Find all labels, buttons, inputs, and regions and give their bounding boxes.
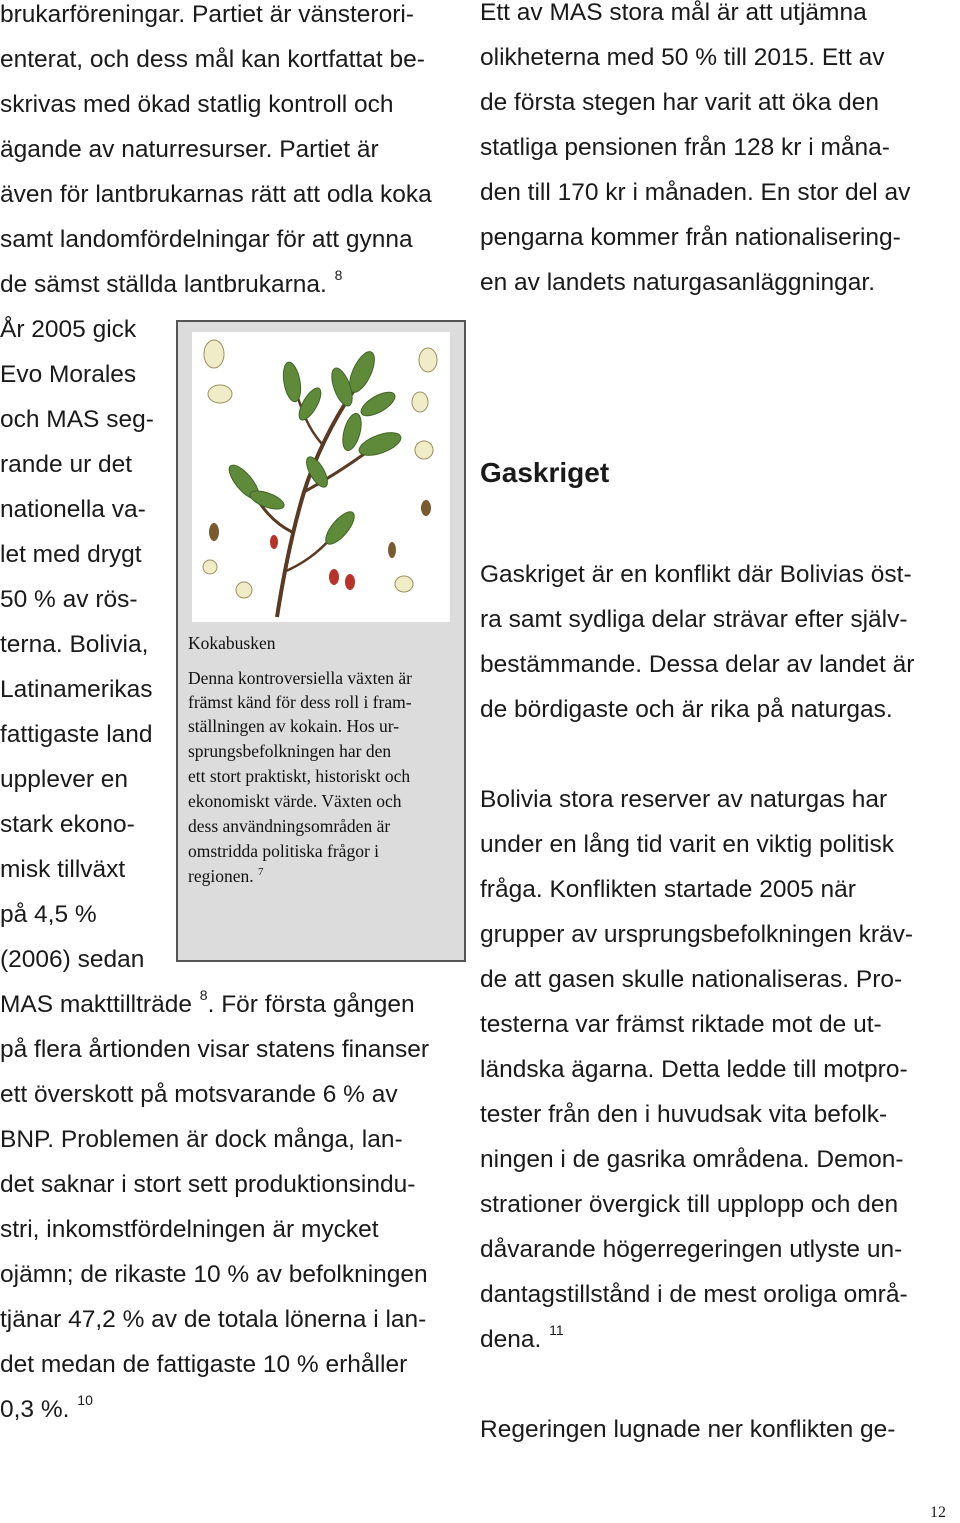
narrow-line: fattigaste land: [0, 721, 153, 748]
left-paragraph-line: ett överskott på motsvarande 6 % av: [0, 1081, 398, 1108]
right-paragraph-line: Regeringen lugnade ner konflikten ge-: [480, 1416, 896, 1443]
coca-plant-icon: [192, 332, 450, 622]
left-paragraph-line: tjänar 47,2 % av de totala lönerna i lan-: [0, 1306, 427, 1333]
caption-line: [188, 865, 263, 890]
footnote-ref: 8: [334, 267, 343, 283]
footnote-ref: 10: [77, 1392, 93, 1408]
right-paragraph-line: grupper av ursprungsbefolkningen kräv-: [480, 921, 914, 948]
narrow-line: terna. Bolivia,: [0, 631, 149, 658]
left-paragraph-line: [0, 987, 415, 1022]
narrow-line: och MAS seg-: [0, 406, 154, 433]
narrow-line: (2006) sedan: [0, 946, 145, 973]
left-paragraph-line: [0, 267, 343, 302]
line-text: 0,3 %.: [0, 1396, 70, 1423]
right-paragraph-line: den till 170 kr i månaden. En stor del av: [480, 179, 911, 206]
right-paragraph-line: bestämmande. Dessa delar av landet är: [480, 651, 915, 678]
right-paragraph-line: Ett av MAS stora mål är att utjämna: [480, 0, 867, 26]
left-paragraph-line: stri, inkomstfördelningen är mycket: [0, 1216, 379, 1243]
right-paragraph-line: de bördigaste och är rika på naturgas.: [480, 696, 893, 723]
right-paragraph-line: de att gasen skulle nationaliseras. Pro-: [480, 966, 903, 993]
narrow-line: misk tillväxt: [0, 856, 126, 883]
left-paragraph-line: det medan de fattigaste 10 % erhåller: [0, 1351, 408, 1378]
caption-line: ett stort praktiskt, historiskt och: [188, 766, 411, 786]
right-paragraph-line: [480, 1322, 564, 1357]
caption-line: Denna kontroversiella växten är: [188, 668, 413, 688]
section-heading: Gaskriget: [480, 457, 610, 488]
line-text: . För första gången: [207, 991, 415, 1018]
narrow-line: Evo Morales: [0, 361, 137, 388]
narrow-line: 50 % av rös-: [0, 586, 138, 613]
right-paragraph-line: ningen i de gasrika områdena. Demon-: [480, 1146, 904, 1173]
right-paragraph-line: under en lång tid varit en viktig politisk: [480, 831, 894, 858]
narrow-line: År 2005 gick: [0, 316, 137, 343]
narrow-line: nationella va-: [0, 496, 146, 523]
right-paragraph-line: en av landets naturgasanläggningar.: [480, 269, 876, 296]
left-paragraph-line: BNP. Problemen är dock många, lan-: [0, 1126, 403, 1153]
right-paragraph-line: de första stegen har varit att öka den: [480, 89, 880, 116]
footnote-ref: 7: [257, 866, 264, 878]
right-paragraph-line: ra samt sydliga delar strävar efter själv-: [480, 606, 908, 633]
line-text: MAS makttillträde: [0, 991, 192, 1018]
footnote-ref: 11: [549, 1322, 564, 1338]
left-paragraph-line: [0, 1392, 93, 1427]
right-paragraph-line: olikheterna med 50 % till 2015. Ett av: [480, 44, 885, 71]
right-paragraph-line: dantagstillstånd i de mest oroliga områ-: [480, 1281, 908, 1308]
right-paragraph-line: testerna var främst riktade mot de ut-: [480, 1011, 882, 1038]
line-text: dena.: [480, 1326, 542, 1353]
footnote-ref: 8: [199, 987, 208, 1003]
figure-title: Kokabusken: [188, 633, 276, 653]
right-paragraph-line: Bolivia stora reserver av naturgas har: [480, 786, 888, 813]
left-paragraph-line: på flera årtionden visar statens finanser: [0, 1036, 429, 1063]
page-number: 12: [930, 1504, 946, 1521]
right-paragraph-line: dåvarande högerregeringen utlyste un-: [480, 1236, 903, 1263]
left-paragraph-line: brukarföreningar. Partiet är vänsterori-: [0, 1, 414, 28]
left-paragraph-line: samt landomfördelningar för att gynna: [0, 226, 413, 253]
caption-line: omstridda politiska frågor i: [188, 841, 380, 861]
narrow-line: stark ekono-: [0, 811, 135, 838]
left-paragraph-line: det saknar i stort sett produktionsindu-: [0, 1171, 416, 1198]
right-paragraph-line: ländska ägarna. Detta ledde till motpro-: [480, 1056, 908, 1083]
right-paragraph-line: strationer övergick till upplopp och den: [480, 1191, 899, 1218]
figure-box: [176, 320, 466, 962]
caption-line: dess användningsområden är: [188, 816, 391, 836]
line-text: de sämst ställda lantbrukarna.: [0, 271, 327, 298]
coca-plant-illustration: [192, 332, 450, 622]
narrow-line: på 4,5 %: [0, 901, 97, 928]
right-paragraph-line: tester från den i huvudsak vita befolk-: [480, 1101, 888, 1128]
narrow-line: rande ur det: [0, 451, 133, 478]
narrow-line: upplever en: [0, 766, 129, 793]
caption-text: regionen.: [188, 866, 254, 886]
narrow-line: Latinamerikas: [0, 676, 153, 703]
left-paragraph-line: även för lantbrukarnas rätt att odla koka: [0, 181, 432, 208]
right-paragraph-line: pengarna kommer från nationalisering-: [480, 224, 901, 251]
right-paragraph-line: Gaskriget är en konflikt där Bolivias öst-: [480, 561, 912, 588]
caption-line: sprungsbefolkningen har den: [188, 741, 392, 761]
caption-line: ekonomiskt värde. Växten och: [188, 791, 402, 811]
narrow-line: let med drygt: [0, 541, 142, 568]
right-paragraph-line: statliga pensionen från 128 kr i måna-: [480, 134, 890, 161]
right-paragraph-line: fråga. Konflikten startade 2005 när: [480, 876, 856, 903]
caption-line: ställningen av kokain. Hos ur-: [188, 716, 400, 736]
left-paragraph-line: ojämn; de rikaste 10 % av befolkningen: [0, 1261, 428, 1288]
left-paragraph-line: ägande av naturresurser. Partiet är: [0, 136, 379, 163]
left-paragraph-line: enterat, och dess mål kan kortfattat be-: [0, 46, 425, 73]
left-paragraph-line: skrivas med ökad statlig kontroll och: [0, 91, 394, 118]
caption-line: främst känd för dess roll i fram-: [188, 692, 412, 712]
